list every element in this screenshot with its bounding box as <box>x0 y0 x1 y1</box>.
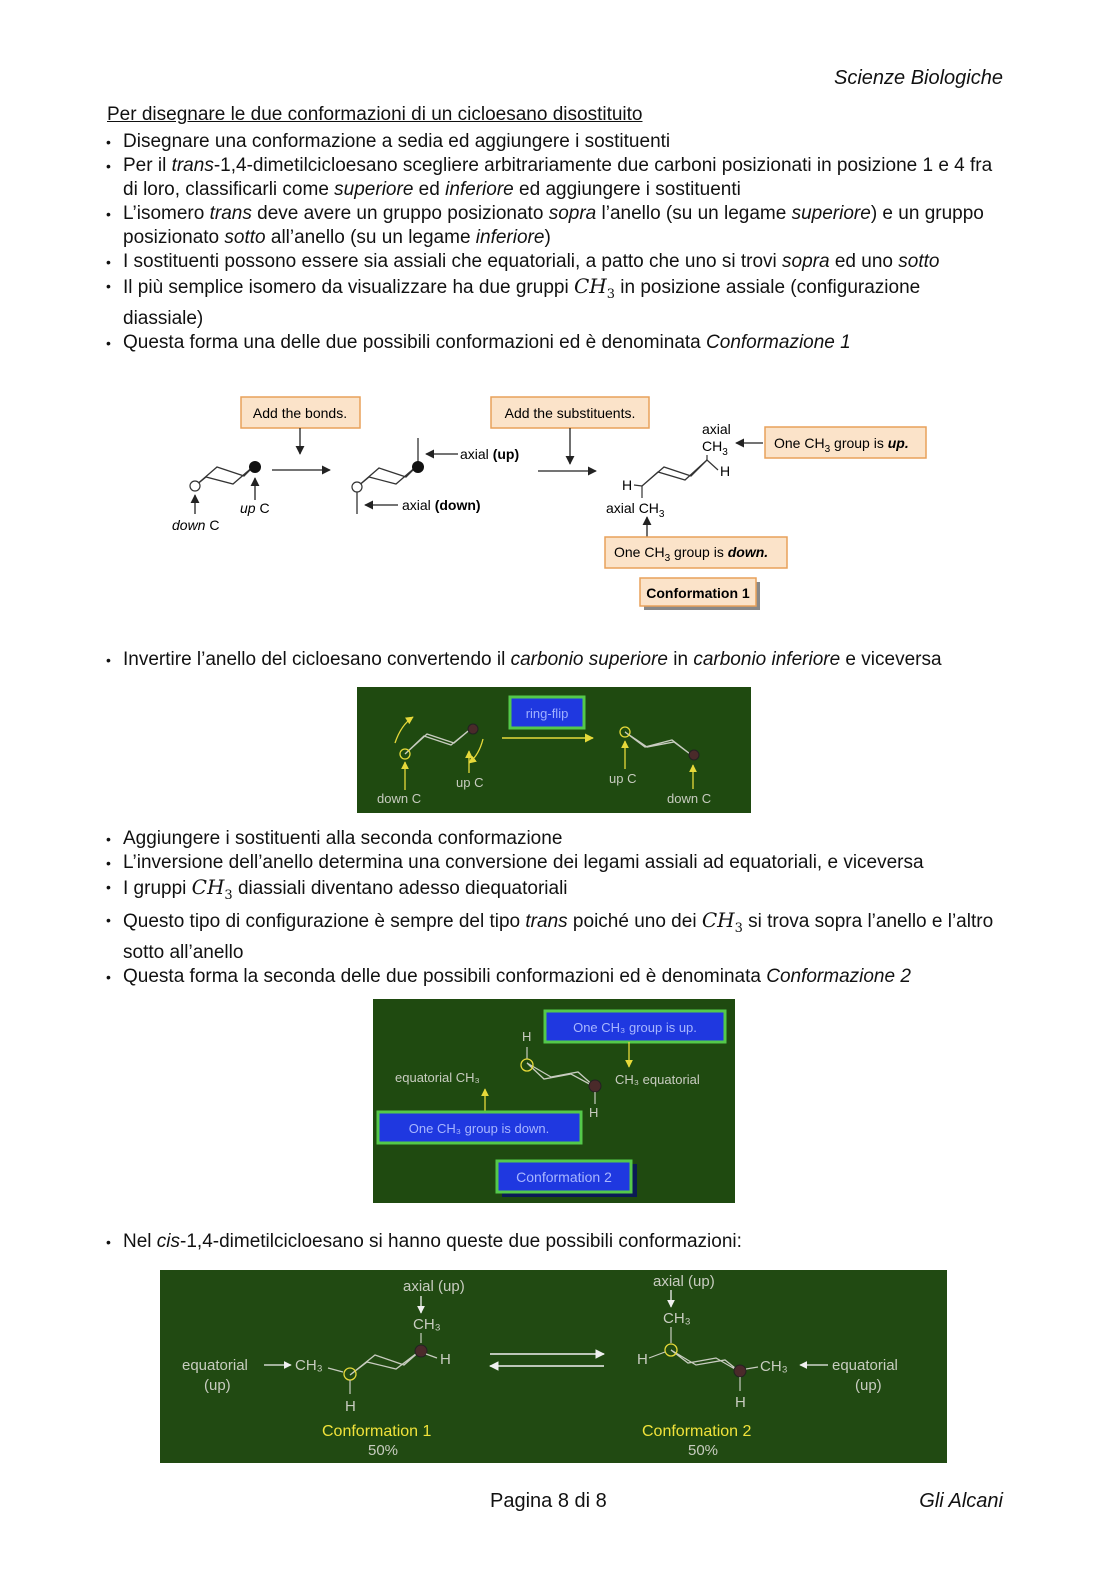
label-h-right-mol-bottom: H <box>735 1394 746 1411</box>
list-item: • Aggiungere i sostituenti alla seconda conformazione <box>104 827 1004 851</box>
label-down-c: down C <box>172 517 220 533</box>
footer-chapter-title: Gli Alcani <box>919 1490 1003 1512</box>
ch3-formula: $CH_3$ <box>573 274 615 302</box>
label-up-c-right: up C <box>609 771 637 786</box>
label-h-left: H <box>622 477 633 493</box>
label-axial-top: axial <box>702 421 731 437</box>
ch3-formula: $CH_3$ <box>191 875 233 903</box>
list-item: • Per il trans-1,4-dimetilcicloesano scegliere arbitrariamente due carboni posizionati in posizione 1 e 4 fra di loro, classificarli come superiore ed inferiore ed aggiungere i sostituenti <box>104 154 1004 202</box>
label-add-substituents: Add the substituents. <box>504 405 636 421</box>
label-ch3-top: $CH_3$ <box>702 438 728 458</box>
chair-1 <box>195 465 255 486</box>
label-ch3-equatorial-right: CH₃ <box>760 1358 788 1375</box>
label-axial-up-left: axial (up) <box>403 1278 465 1295</box>
label-ch3-axial-right: CH₃ <box>663 1310 691 1327</box>
label-one-ch3-down: One $CH_3$ group is down. <box>614 544 769 564</box>
chair-3 <box>642 460 707 486</box>
label-ring-flip: ring-flip <box>525 706 569 721</box>
label-conformation-2: Conformation 2 <box>516 1169 612 1185</box>
label-h-left-mol-bottom: H <box>345 1398 356 1415</box>
chair-2 <box>357 465 418 487</box>
section-title: Per disegnare le due conformazioni di un cicloesano disostituito <box>107 104 643 125</box>
label-h-right: H <box>720 463 731 479</box>
list-item: • L’isomero trans deve avere un gruppo posizionato sopra l’anello (su un legame superiore) e un gruppo posizionato sotto all’anello (su un legame inferiore) <box>104 202 1004 250</box>
label-axial-ch3-bottom: axial $CH_3$ <box>606 500 665 520</box>
bullet-list-4 <box>104 1230 1004 1254</box>
list-item: • Disegnare una conformazione a sedia ed aggiungere i sostituenti <box>104 130 1004 154</box>
figure-ring-flip <box>357 687 751 813</box>
label-h-bottom: H <box>589 1105 599 1120</box>
label-ch3-equatorial-left: CH₃ <box>295 1357 323 1374</box>
label-ch3-axial-left: CH₃ <box>413 1316 441 1333</box>
label-conformation-2-cis: Conformation 2 <box>642 1423 752 1440</box>
figure-cis-equilibrium <box>160 1270 947 1463</box>
label-up-c: up C <box>240 500 270 516</box>
bullet-list-3 <box>104 827 1004 989</box>
list-item: • Questo tipo di configurazione è sempre del tipo trans poiché uno dei $CH_3$ si trova sopra l’anello e l’altro sotto all’anello <box>104 908 1004 965</box>
label-up-left: (up) <box>204 1377 231 1394</box>
label-h-right-mol-left: H <box>637 1351 648 1368</box>
label-one-ch3-down-2: One CH₃ group is down. <box>408 1121 550 1136</box>
label-down-c-left: down C <box>377 791 422 806</box>
bullet-list-2 <box>104 648 1004 672</box>
label-axial-down: axial (down) <box>402 497 481 513</box>
label-one-ch3-up-2: One CH₃ group is up. <box>573 1020 697 1035</box>
list-item: • Invertire l’anello del cicloesano convertendo il carbonio superiore in carbonio inferiore e viceversa <box>104 648 1004 672</box>
label-up-c-left: up C <box>456 775 484 790</box>
label-axial-up-right: axial (up) <box>653 1273 715 1290</box>
label-axial-up: axial (up) <box>460 446 520 462</box>
list-item: • Nel cis-1,4-dimetilcicloesano si hanno queste due possibili conformazioni: <box>104 1230 1004 1254</box>
ch3-formula: $CH_3$ <box>701 908 743 936</box>
label-pct-left: 50% <box>368 1442 399 1459</box>
label-one-ch3-up: One $CH_3$ group is up. <box>774 435 909 455</box>
label-conformation-1-cis: Conformation 1 <box>322 1423 432 1440</box>
label-equatorial-right: equatorial <box>832 1357 898 1374</box>
label-add-bonds: Add the bonds. <box>252 405 348 421</box>
label-conformation-1: Conformation 1 <box>646 585 750 601</box>
page-header-subject: Scienze Biologiche <box>834 67 1003 89</box>
label-equatorial-ch3-left: equatorial CH₃ <box>395 1070 480 1085</box>
figure-trans-conformation-1 <box>160 392 940 618</box>
label-pct-right: 50% <box>688 1442 719 1459</box>
list-item: • Il più semplice isomero da visualizzare ha due gruppi $CH_3$ in posizione assiale (configurazione diassiale) <box>104 274 1004 331</box>
footer-page-number: Pagina 8 di 8 <box>490 1490 607 1512</box>
label-ch3-equatorial-right: CH₃ equatorial <box>615 1072 700 1087</box>
list-item: • Questa forma una delle due possibili conformazioni ed è denominata Conformazione 1 <box>104 331 1004 355</box>
label-up-right: (up) <box>855 1377 882 1394</box>
label-h-top: H <box>522 1029 532 1044</box>
list-item: • I sostituenti possono essere sia assiali che equatoriali, a patto che uno si trovi sopra ed uno sotto <box>104 250 1004 274</box>
label-equatorial-left: equatorial <box>182 1357 248 1374</box>
label-down-c-right: down C <box>667 791 712 806</box>
figure-trans-conformation-2 <box>373 999 735 1203</box>
label-h-left-mol-right: H <box>440 1351 451 1368</box>
list-item: • I gruppi $CH_3$ diassiali diventano adesso diequatoriali <box>104 875 1004 908</box>
list-item: • Questa forma la seconda delle due possibili conformazioni ed è denominata Conformazione 2 <box>104 965 1004 989</box>
list-item: • L’inversione dell’anello determina una conversione dei legami assiali ad equatoriali, e viceversa <box>104 851 1004 875</box>
bullet-list-1 <box>104 130 1004 355</box>
